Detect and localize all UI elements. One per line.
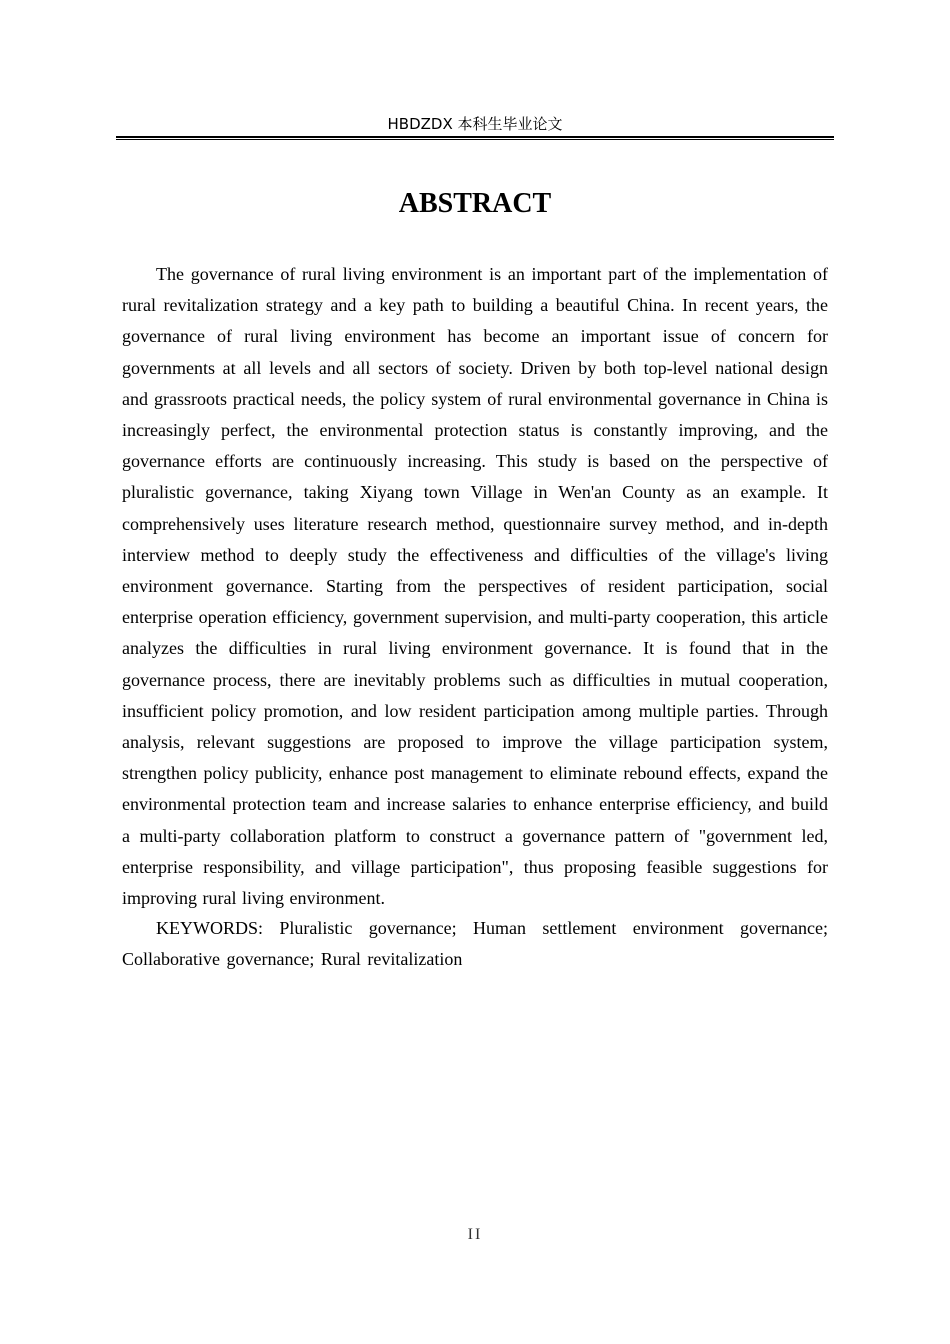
abstract-paragraph: The governance of rural living environment is an important part of the implementation of rural revitalization strategy and a key path to building a beautiful China. In recent years, the governance of rural living environment has become an important issue of concern for governments at all levels and all sectors of society. Driven by both top-level national design and grassroots practical needs, the policy system of rural environmental governance in China is increasingly perfect, the environmental protection status is constantly improving, and the governance efforts are continuously increasing. This study is based on the perspective of pluralistic governance, taking Xiyang town Village in Wen'an County as an example. It comprehensively uses literature research method, questionnaire survey method, and in-depth interview method to deeply study the effectiveness and difficulties of the village's living environment governance. Starting from the perspectives of resident participation, social enterprise operation efficiency, government supervision, and multi-party cooperation, this article analyzes the difficulties in rural living environment governance. It is found that in the governance process, there are inevitably problems such as difficulties in mutual cooperation, insufficient policy promotion, and low resident participation among multiple parties. Through analysis, relevant suggestions are proposed to improve the village participation system, strengthen policy publicity, enhance post management to eliminate rebound effects, expand the environmental protection team and increase salaries to enhance enterprise efficiency, and build a multi-party collaboration platform to construct a governance pattern of "government led, enterprise responsibility, and village participation", thus proposing feasible suggestions for improving rural living environment. (122, 264, 828, 909)
header-rule-thick (116, 136, 834, 138)
running-header: HBDZDX 本科生毕业论文 (387, 115, 563, 133)
header-divider (116, 136, 834, 140)
abstract-title: ABSTRACT (398, 188, 552, 219)
abstract-section (122, 259, 828, 976)
header-rule-thin (116, 139, 834, 140)
page-number: II (467, 1226, 483, 1243)
keywords-line: KEYWORDS: Pluralistic governance; Human settlement environment governance; Collaborative governance; Rural revitalization (122, 918, 828, 970)
